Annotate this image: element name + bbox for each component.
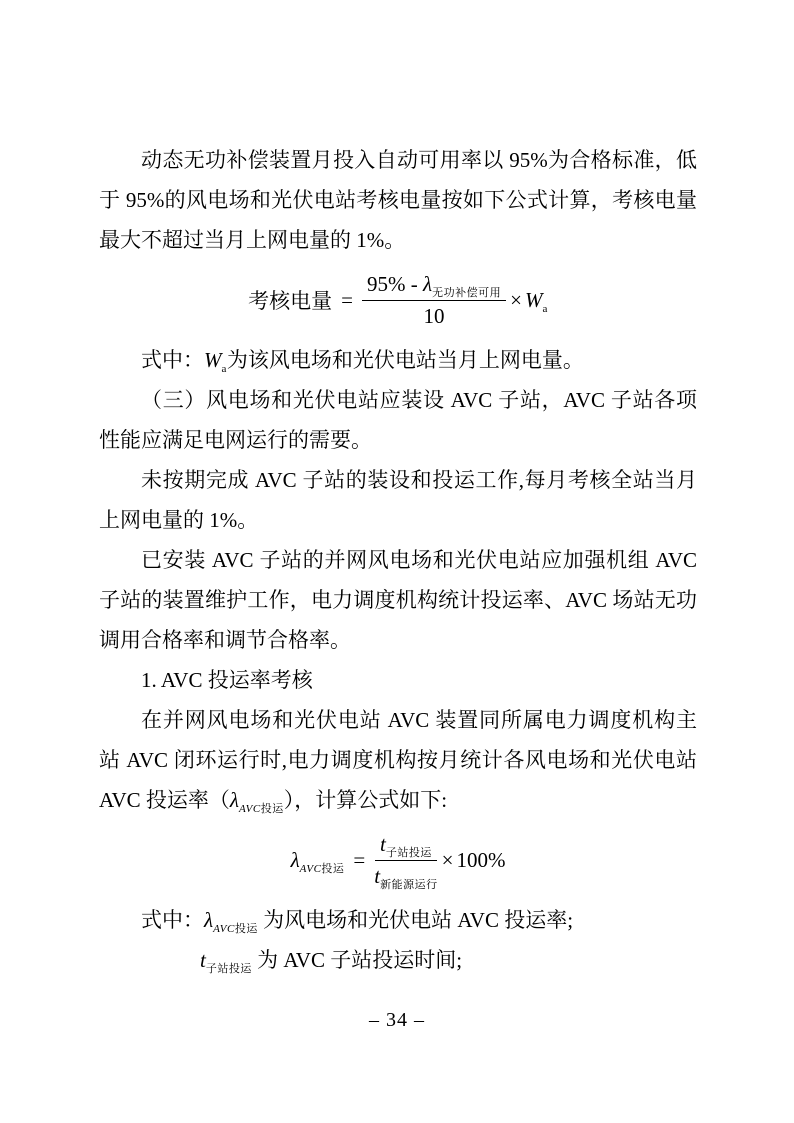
equals-sign: = xyxy=(353,847,366,872)
paragraph-line: 于 95%的风电场和光伏电站考核电量按如下公式计算，考核电量 xyxy=(99,188,697,212)
w-variable: W xyxy=(524,287,543,312)
subscript-cjk: 投运 xyxy=(321,862,345,875)
lambda-variable: λ xyxy=(204,908,214,932)
paragraph-text: ），计算公式如下: xyxy=(283,788,448,812)
formula-legend-line xyxy=(99,940,697,980)
w-subscript: a xyxy=(542,302,548,315)
formula-lhs: 考核电量 xyxy=(248,289,333,313)
t-subscript: 新能源运行 xyxy=(380,878,438,891)
paragraph-text: AVC 投运率（ xyxy=(99,788,230,812)
formula-legend-line xyxy=(99,340,697,380)
legend-prefix: 式中： xyxy=(141,348,204,372)
fraction-denominator: 10 xyxy=(423,303,445,328)
formula-legend-line xyxy=(99,900,697,940)
lambda-subscript xyxy=(213,923,258,935)
w-subscript: a xyxy=(221,363,227,376)
subscript-latin: AVC xyxy=(299,862,322,875)
lambda-variable: λ xyxy=(423,271,433,296)
legend-text: 为 AVC 子站投运时间; xyxy=(251,948,463,972)
paragraph-line: 性能应满足电网运行的需要。 xyxy=(99,428,372,452)
wa-variable-group xyxy=(525,288,548,313)
paragraph-line: （三）风电场和光伏电站应装设 AVC 子站，AVC 子站各项 xyxy=(141,388,697,412)
lambda-variable: λ xyxy=(229,788,239,812)
avc-commissioning-rate-formula xyxy=(99,820,697,900)
times-sign: × xyxy=(510,287,522,312)
paragraph-line: 站 AVC 闭环运行时,电力调度机构按月统计各风电场和光伏电站 xyxy=(99,748,697,772)
w-variable: W xyxy=(204,348,222,372)
fraction-numerator xyxy=(375,832,437,861)
t-variable: t xyxy=(374,863,381,888)
fraction-denominator xyxy=(374,861,437,889)
list-item-heading: 1. AVC 投运率考核 xyxy=(141,668,313,692)
subscript-latin: AVC xyxy=(213,923,235,936)
paragraph-line: 已安装 AVC 子站的并网风电场和光伏电站应加强机组 AVC xyxy=(141,548,697,572)
fraction xyxy=(374,832,437,889)
paragraph-line: 在并网风电场和光伏电站 AVC 装置同所属电力调度机构主 xyxy=(141,708,697,732)
document-body xyxy=(99,140,697,980)
legend-text: 为该风电场和光伏电站当月上网电量。 xyxy=(226,348,584,372)
assessment-energy-formula xyxy=(99,260,697,340)
equals-sign: = xyxy=(341,287,353,312)
t-variable: t xyxy=(200,948,206,972)
paragraph-line: 最大不超过当月上网电量的 1%。 xyxy=(99,228,406,252)
legend-prefix: 式中： xyxy=(141,908,204,932)
paragraph-line: 上网电量的 1%。 xyxy=(99,508,259,532)
subscript-cjk: 投运 xyxy=(234,923,258,936)
lambda-subscript: 无功补偿可用 xyxy=(432,286,502,299)
percent-value: 100% xyxy=(456,847,506,872)
legend-text: 为风电场和光伏电站 AVC 投运率; xyxy=(257,908,574,932)
numerator-text: 95% - xyxy=(367,271,423,296)
paragraph-line: 未按期完成 AVC 子站的装设和投运工作,每月考核全站当月 xyxy=(141,468,697,492)
page-number: – 34 – xyxy=(369,1009,425,1031)
t-subscript: 子站投运 xyxy=(385,846,432,859)
paragraph-line: 调用合格率和调节合格率。 xyxy=(99,628,351,652)
subscript-latin: AVC xyxy=(239,803,261,816)
lambda-subscript xyxy=(239,803,284,815)
paragraph-line: 子站的装置维护工作，电力调度机构统计投运率、AVC 场站无功 xyxy=(99,588,697,612)
fraction xyxy=(362,272,506,329)
paragraph-line: 动态无功补偿装置月投入自动可用率以 95%为合格标准，低 xyxy=(141,148,697,172)
subscript-cjk: 投运 xyxy=(260,803,284,816)
paragraph-line xyxy=(99,780,697,820)
times-sign: × xyxy=(441,847,454,872)
lambda-variable-group xyxy=(291,848,345,873)
lambda-subscript xyxy=(300,863,345,875)
fraction-numerator xyxy=(362,272,506,301)
t-subscript: 子站投运 xyxy=(205,963,252,976)
lambda-variable: λ xyxy=(290,847,300,872)
t-variable: t xyxy=(380,831,386,856)
